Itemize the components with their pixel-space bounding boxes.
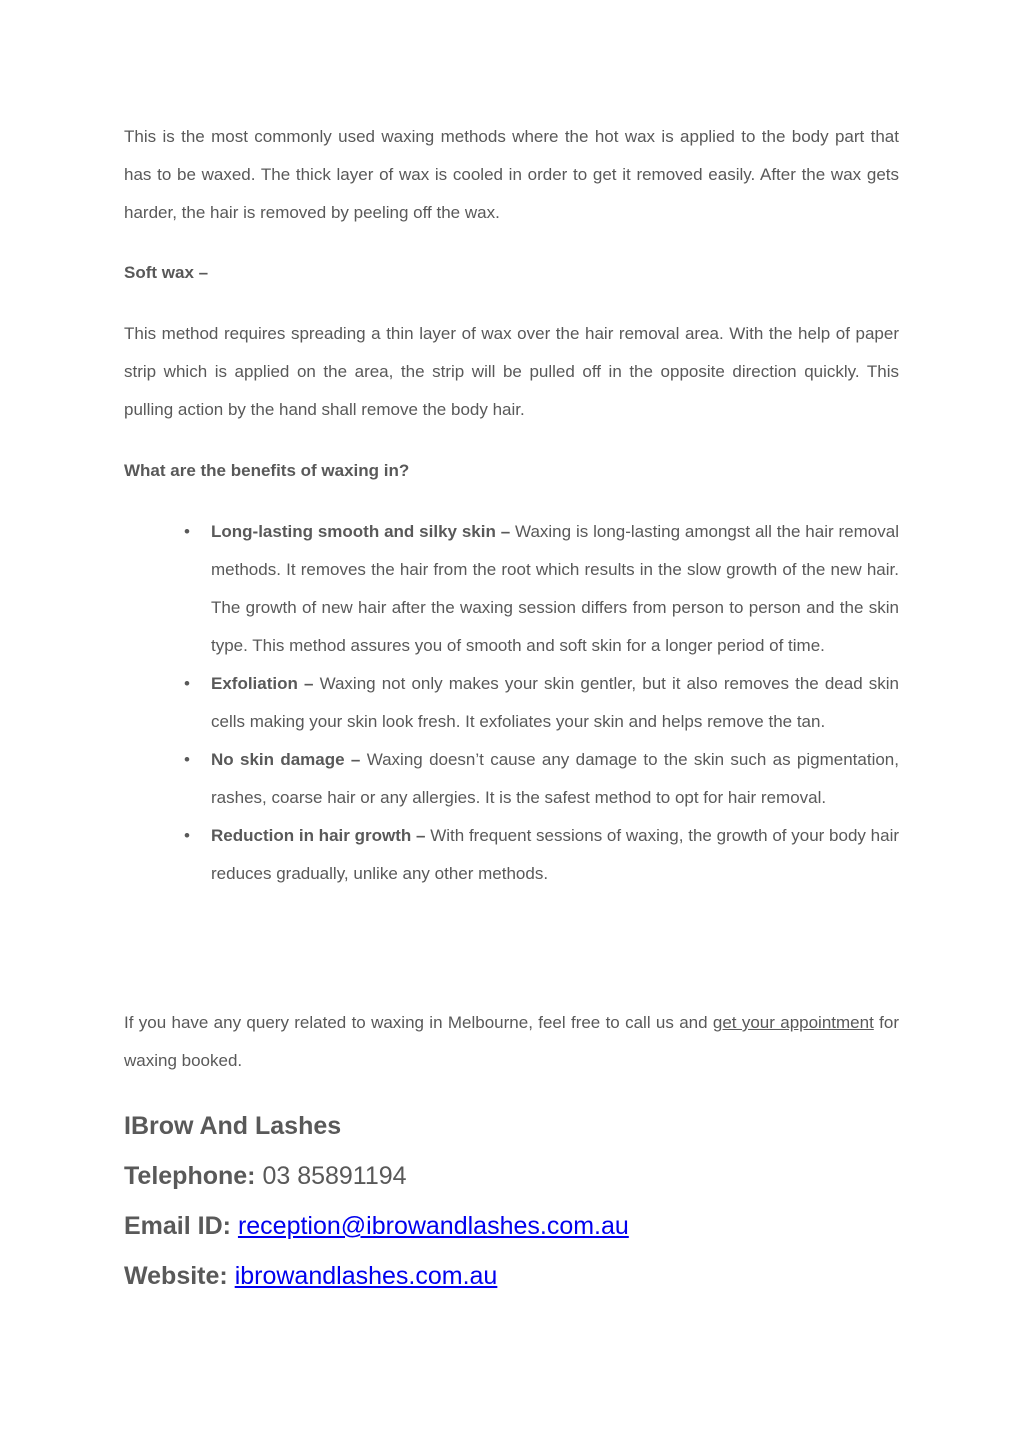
intro-paragraph: This is the most commonly used waxing methods where the hot wax is applied to the body part that has to be waxed. The thick layer of wax is cooled in order to get it removed easily. After the wax gets harder, the hair is removed by peeling off the wax. bbox=[124, 127, 899, 222]
closing-text-after: for waxing booked. bbox=[124, 1013, 899, 1070]
benefit-title: Long-lasting smooth and silky skin – bbox=[211, 522, 511, 541]
benefit-text: Waxing not only makes your skin gentler, but it also removes the dead skin cells making your skin look fresh. It exfoliates your skin and helps remove the tan. bbox=[211, 674, 899, 731]
benefit-text: Waxing is long-lasting amongst all the hair removal methods. It removes the hair from the root which results in the slow growth of the new hair. The growth of new hair after the waxing session differs from person to person and the skin type. This method assures you of smooth and soft skin for a longer period of time. bbox=[211, 522, 899, 655]
bullet-icon: • bbox=[184, 674, 190, 693]
business-name: IBrow And Lashes bbox=[124, 1112, 342, 1140]
bullet-icon: • bbox=[184, 826, 190, 845]
email-line bbox=[124, 1209, 924, 1243]
list-item bbox=[124, 665, 899, 741]
benefit-text: Waxing doesn’t cause any damage to the skin such as pigmentation, rashes, coarse hair or any allergies. It is the safest method to opt for hair removal. bbox=[211, 750, 899, 807]
bullet-icon: • bbox=[184, 522, 190, 541]
website-line bbox=[124, 1259, 924, 1293]
website-label: Website: bbox=[124, 1262, 228, 1290]
benefit-title: Reduction in hair growth – bbox=[211, 826, 426, 845]
closing-text-before: If you have any query related to waxing in Melbourne, feel free to call us and bbox=[124, 1013, 708, 1032]
soft-wax-paragraph: This method requires spreading a thin layer of wax over the hair removal area. With the help of paper strip which is applied on the area, the strip will be pulled off in the opposite direction quickly. This pulling action by the hand shall remove the body hair. bbox=[124, 324, 899, 419]
benefit-title: No skin damage – bbox=[211, 750, 361, 769]
bullet-icon: • bbox=[184, 750, 190, 769]
benefits-list bbox=[124, 513, 899, 893]
telephone-line bbox=[124, 1159, 924, 1193]
website-link[interactable]: ibrowandlashes.com.au bbox=[234, 1262, 498, 1290]
telephone-label: Telephone: bbox=[124, 1162, 256, 1190]
email-label: Email ID: bbox=[124, 1212, 231, 1240]
soft-wax-heading: Soft wax – bbox=[124, 263, 209, 282]
benefit-title: Exfoliation – bbox=[211, 674, 314, 693]
email-link[interactable]: reception@ibrowandlashes.com.au bbox=[237, 1212, 629, 1240]
list-item bbox=[124, 513, 899, 665]
benefit-text: With frequent sessions of waxing, the growth of your body hair reduces gradually, unlike any other methods. bbox=[211, 826, 900, 883]
benefits-heading: What are the benefits of waxing in? bbox=[124, 461, 410, 480]
appointment-link[interactable]: get your appointment bbox=[712, 1013, 874, 1032]
closing-paragraph bbox=[124, 1004, 899, 1080]
list-item bbox=[124, 741, 899, 817]
telephone-value: 03 85891194 bbox=[262, 1162, 407, 1190]
list-item bbox=[124, 817, 899, 893]
